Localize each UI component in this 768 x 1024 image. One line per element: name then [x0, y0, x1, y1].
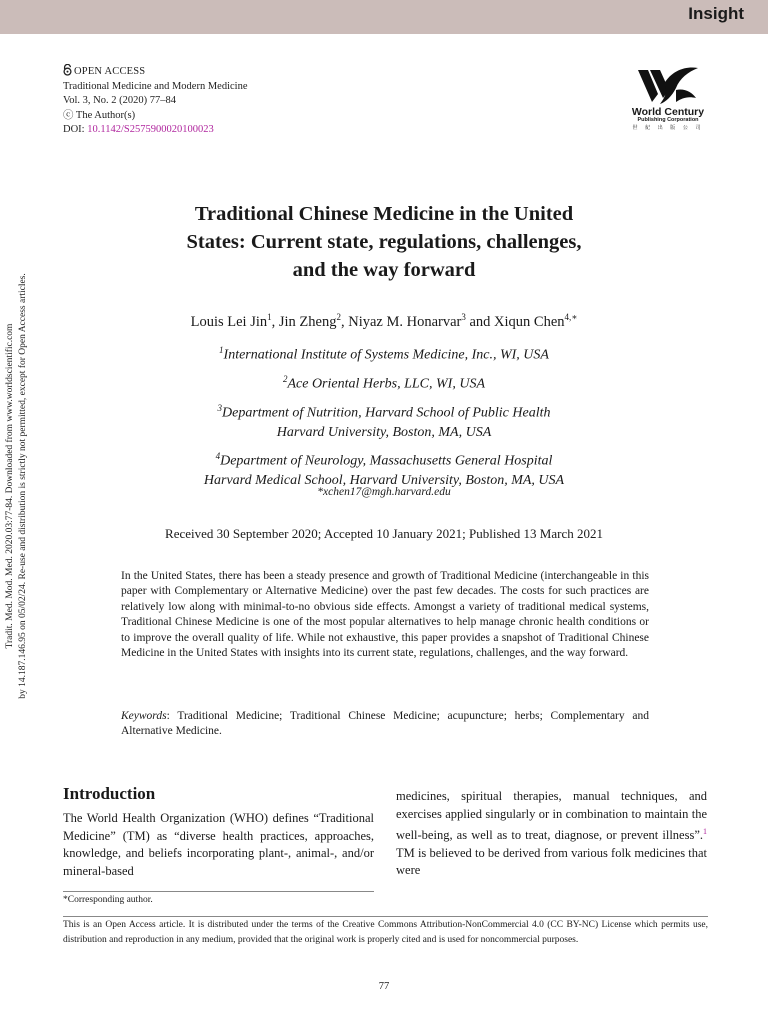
author-name: Jin Zheng	[278, 313, 337, 330]
author-name: Louis Lei Jin	[190, 313, 268, 330]
body-text: TM is believed to be derived from various folk medicines that were	[396, 845, 707, 878]
title-line: States: Current state, regulations, challenges,	[186, 231, 582, 253]
author-list	[63, 312, 705, 331]
publisher-subtitle: Publishing Corporation	[637, 117, 699, 123]
body-text-left-column: The World Health Organization (WHO) defines “Traditional Medicine” (TM) as “diverse health practices, approaches, knowledge, and beliefs incorporating plant-, animal-, and/or mineral-based	[63, 811, 374, 878]
footnote-divider	[63, 891, 374, 892]
volume-info: Vol. 3, No. 2 (2020) 77–84	[63, 95, 176, 106]
publisher-chinese-name: 世 紀 出 版 公 司	[632, 125, 704, 131]
page-number: 77	[378, 981, 390, 992]
affiliation-text: Department of Nutrition, Harvard School of Public Health	[222, 405, 551, 421]
title-line: and the way forward	[292, 259, 476, 281]
section-heading-introduction: Introduction	[63, 784, 156, 803]
affiliation-3	[63, 399, 705, 442]
license-divider	[63, 916, 708, 917]
license-notice: This is an Open Access article. It is distributed under the terms of the Creative Commons Attribution-NonCommercial 4.0 (CC BY-NC) License which permits use, distribution and reproduction in any medium, provided that the original work is properly cited and is used for noncommercial purposes.	[63, 920, 708, 945]
download-notice-line2: by 14.187.146.95 on 05/02/24. Re-use and distribution is strictly not permitted, except for Open Access articles.	[18, 273, 28, 699]
author-separator: ,	[271, 313, 279, 330]
article-type-tag: Insight	[688, 4, 744, 23]
affiliation-4	[63, 447, 705, 490]
download-notice	[4, 226, 40, 746]
affiliation-marker: 4	[215, 451, 221, 461]
affiliation-text: Ace Oriental Herbs, LLC, WI, USA	[287, 376, 486, 392]
reference-marker[interactable]: 1	[703, 827, 707, 836]
title-line: Traditional Chinese Medicine in the United	[194, 203, 574, 225]
affiliation-2	[63, 370, 705, 394]
affiliation-marker: 2	[282, 374, 288, 384]
author-affiliation-marker: 3	[461, 312, 466, 322]
affiliation-text: International Institute of Systems Medicine, Inc., WI, USA	[223, 347, 549, 363]
open-access-icon	[63, 64, 72, 76]
body-text: medicines, spiritual therapies, manual techniques, and exercises applied singularly or in combination to maintain the well-being, as well as to treat, diagnose, or prevent illness”.	[396, 789, 707, 843]
publisher-name: World Century	[631, 106, 705, 118]
journal-meta	[63, 64, 248, 138]
affiliation-text: Department of Neurology, Massachusetts General Hospital	[220, 453, 553, 469]
doi-label: DOI:	[63, 124, 85, 135]
author-affiliation-marker: 4,∗	[564, 312, 578, 322]
article-title	[110, 200, 658, 284]
body-text-right-column	[396, 788, 707, 880]
author-separator: ,	[340, 313, 349, 330]
author-separator: and	[465, 313, 495, 330]
author-affiliation-marker: 2	[336, 312, 341, 322]
author-name: Niyaz M. Honarvar	[348, 313, 462, 330]
keywords	[121, 709, 649, 740]
author-name: Xiqun Chen	[494, 313, 565, 330]
header-bar	[0, 0, 768, 34]
keywords-text: : Traditional Medicine; Traditional Chinese Medicine; acupuncture; herbs; Complementary and Alternative Medicine.	[121, 710, 649, 738]
open-access-label: OPEN ACCESS	[74, 66, 146, 77]
keywords-label: Keywords	[121, 710, 167, 722]
abstract: In the United States, there has been a steady presence and growth of Traditional Medicine (interchangeable in this paper with Complementary or Alternative Medicine) over the past few decades. The costs for such practices are relatively low along with minimal-to-no obvious side effects. Amongst a variety of traditional medical systems, Traditional Chinese Medicine is one of the most popular alternatives to help manage chronic health conditions or to improve the overall quality of life. While not exhaustive, this paper provides a snapshot of Traditional Chinese Medicine in the United States with insights into its current state, regulations, challenges, and the way forward.	[121, 570, 649, 660]
open-access-row	[63, 64, 248, 80]
publisher-logo-mark	[636, 66, 700, 106]
affiliation-marker: 1	[219, 345, 224, 355]
affiliation-text: Harvard University, Boston, MA, USA	[276, 424, 492, 440]
author-affiliation-marker: 1	[267, 312, 272, 322]
corresponding-author-footnote: *Corresponding author.	[63, 895, 153, 905]
doi-row	[63, 123, 248, 138]
publisher-logo	[626, 66, 710, 136]
copyright-line: ⓒ The Author(s)	[63, 109, 136, 121]
publication-dates: Received 30 September 2020; Accepted 10 January 2021; Published 13 March 2021	[165, 526, 603, 541]
affiliation-marker: 3	[217, 403, 223, 413]
corresponding-email[interactable]: *xchen17@mgh.harvard.edu	[317, 486, 451, 498]
affiliation-text: Harvard Medical School, Harvard University, Boston, MA, USA	[203, 472, 565, 488]
affiliation-1	[63, 341, 705, 365]
doi-link[interactable]: 10.1142/S2575900020100023	[87, 124, 214, 135]
journal-name: Traditional Medicine and Modern Medicine	[63, 80, 248, 92]
download-notice-line1: Tradit. Med. Mod. Med. 2020.03:77-84. Downloaded from www.worldscientific.com	[5, 323, 15, 649]
